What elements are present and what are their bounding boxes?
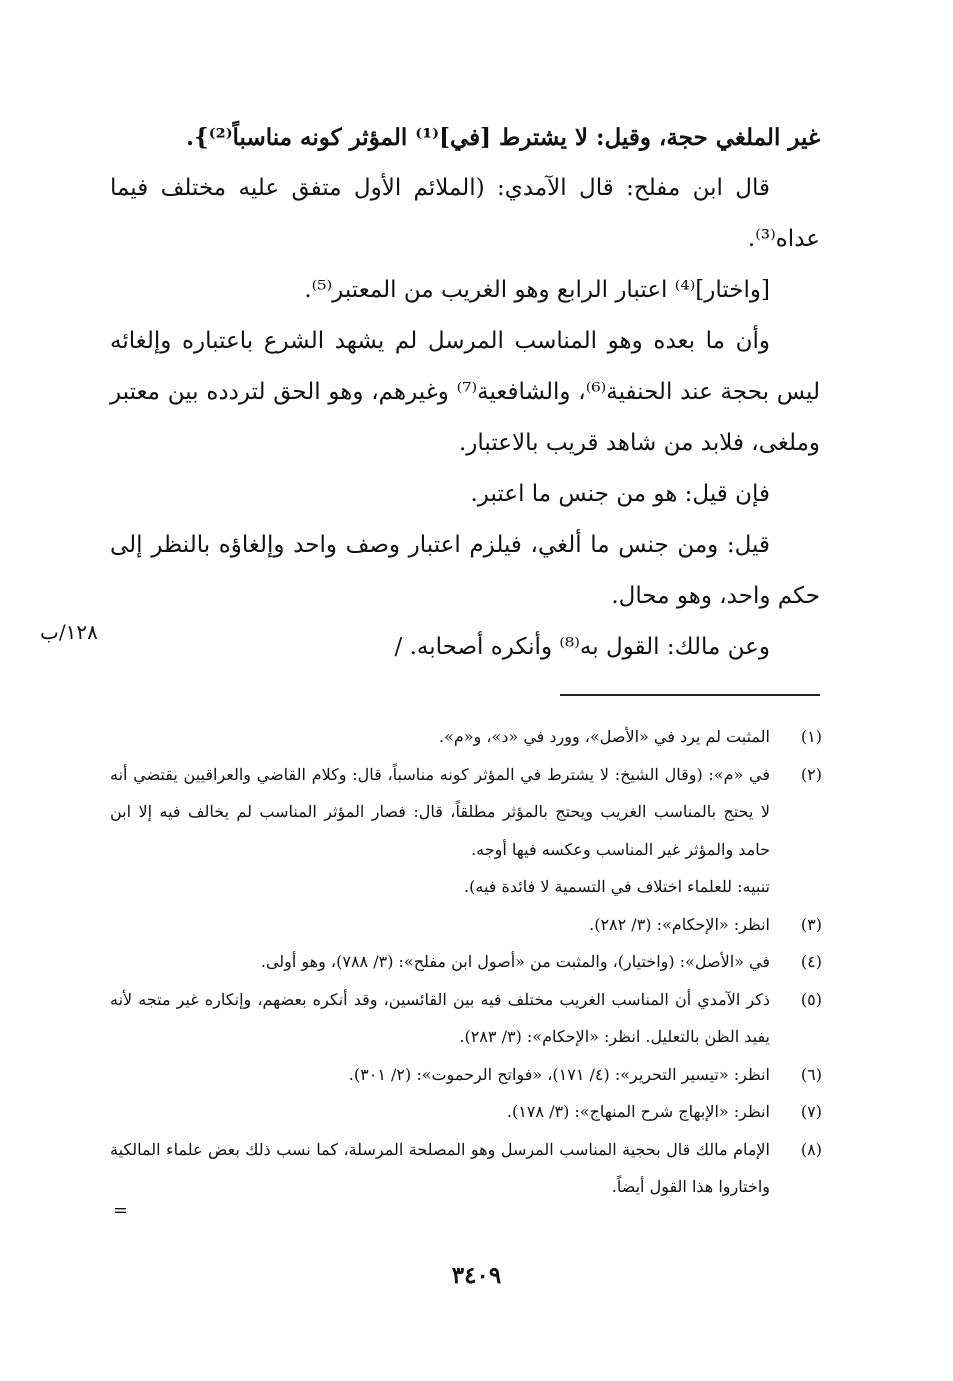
footnote-item [110, 756, 822, 869]
paragraph-1: غير الملغي حجة، وقيل: لا يشترط [في]⁽¹⁾ المؤثر كونه مناسباً⁽²⁾}. [185, 124, 820, 151]
footnote-item [110, 906, 822, 944]
footnote-separator [560, 694, 820, 696]
footnote-number: (٦) [800, 1064, 822, 1084]
paragraph-5: فإن قيل: هو من جنس ما اعتبر. [470, 481, 770, 507]
footnote-item [110, 1093, 822, 1131]
footnotes [110, 718, 822, 1206]
footnote-number: (٨) [800, 1139, 822, 1159]
paragraph-2: قال ابن مفلح: قال الآمدي: (الملائم الأول متفق عليه مختلف فيما عداه⁽³⁾. [110, 175, 820, 252]
paragraph-7: وعن مالك: القول به⁽⁸⁾ وأنكره أصحابه. / [394, 634, 770, 660]
footnote-text: تنبيه: للعلماء اختلاف في التسمية لا فائدة فيه). [464, 877, 770, 896]
footnote-text: انظر: «تيسير التحرير»: (٤/ ١٧١)، «فواتح الرحموت»: (٢/ ٣٠١). [348, 1064, 770, 1084]
footnote-text: في «م»: (وقال الشيخ: لا يشترط في المؤثر كونه مناسباً، قال: وكلام القاضي والعراقيين يقتضي أنه لا يحتج بالمناسب الغريب ويحتج بالمؤثر مطلقاً، قال: فصار المؤثر المناسب لم يخالف فيه إلا ابن حامد والمؤثر غير المناسب وعكسه فيها أوجه. [110, 764, 771, 859]
footnote-item [110, 981, 822, 1056]
manuscript-folio-reference: ١٢٨/ب [40, 620, 98, 644]
page-number: ٣٤٠٩ [451, 1262, 502, 1289]
footnote-item [110, 868, 822, 906]
footnote-number: (٤) [800, 952, 822, 971]
footnote-number: (١) [800, 727, 822, 746]
footnote-text: الإمام مالك قال بحجية المناسب المرسل وهو المصلحة المرسلة، كما نسب ذلك بعض علماء المالكية واختاروا هذا القول أيضاً. [110, 1139, 770, 1196]
footnote-number: (٣) [800, 914, 822, 934]
footnote-text: في «الأصل»: (واختيار)، والمثبت من «أصول ابن مفلح»: (٣/ ٧٨٨)، وهو أولى. [260, 952, 770, 971]
footnote-number: (٥) [800, 989, 822, 1009]
paragraph-3: [واختار]⁽⁴⁾ اعتبار الرابع وهو الغريب من المعتبر⁽⁵⁾. [304, 277, 770, 303]
footnote-text: انظر: «الإحكام»: (٣/ ٢٨٢). [589, 914, 770, 934]
footnote-continuation-mark: = [113, 1200, 129, 1221]
footnote-number: (٢) [800, 764, 822, 784]
paragraph-4: وأن ما بعده وهو المناسب المرسل لم يشهد الشرع باعتباره وإلغائه ليس بحجة عند الحنفية⁽⁶⁾، والشافعية⁽⁷⁾ وغيرهم، وهو الحق لتردده بين معتبر وملغى، فلابد من شاهد قريب بالاعتبار. [110, 328, 820, 456]
footnote-text: المثبت لم يرد في «الأصل»، وورد في «د»، و«م». [438, 727, 770, 746]
footnote-number [770, 868, 822, 906]
footnote-text: ذكر الآمدي أن المناسب الغريب مختلف فيه بين القائسين، وقد أنكره بعضهم، وإنكاره غير متجه لأنه يفيد الظن بالتعليل. انظر: «الإحكام»: (٣/ ٢٨٣). [110, 989, 770, 1046]
footnote-item [110, 943, 822, 981]
footnote-item [110, 1131, 822, 1206]
paragraph-6: قيل: ومن جنس ما ألغي، فيلزم اعتبار وصف واحد وإلغاؤه بالنظر إلى حكم واحد، وهو محال. [110, 532, 820, 609]
footnote-text: انظر: «الإبهاج شرح المنهاج»: (٣/ ١٧٨). [506, 1102, 770, 1121]
footnote-number: (٧) [800, 1102, 822, 1121]
main-text [110, 112, 820, 673]
footnote-item [110, 718, 822, 756]
footnote-item [110, 1056, 822, 1094]
